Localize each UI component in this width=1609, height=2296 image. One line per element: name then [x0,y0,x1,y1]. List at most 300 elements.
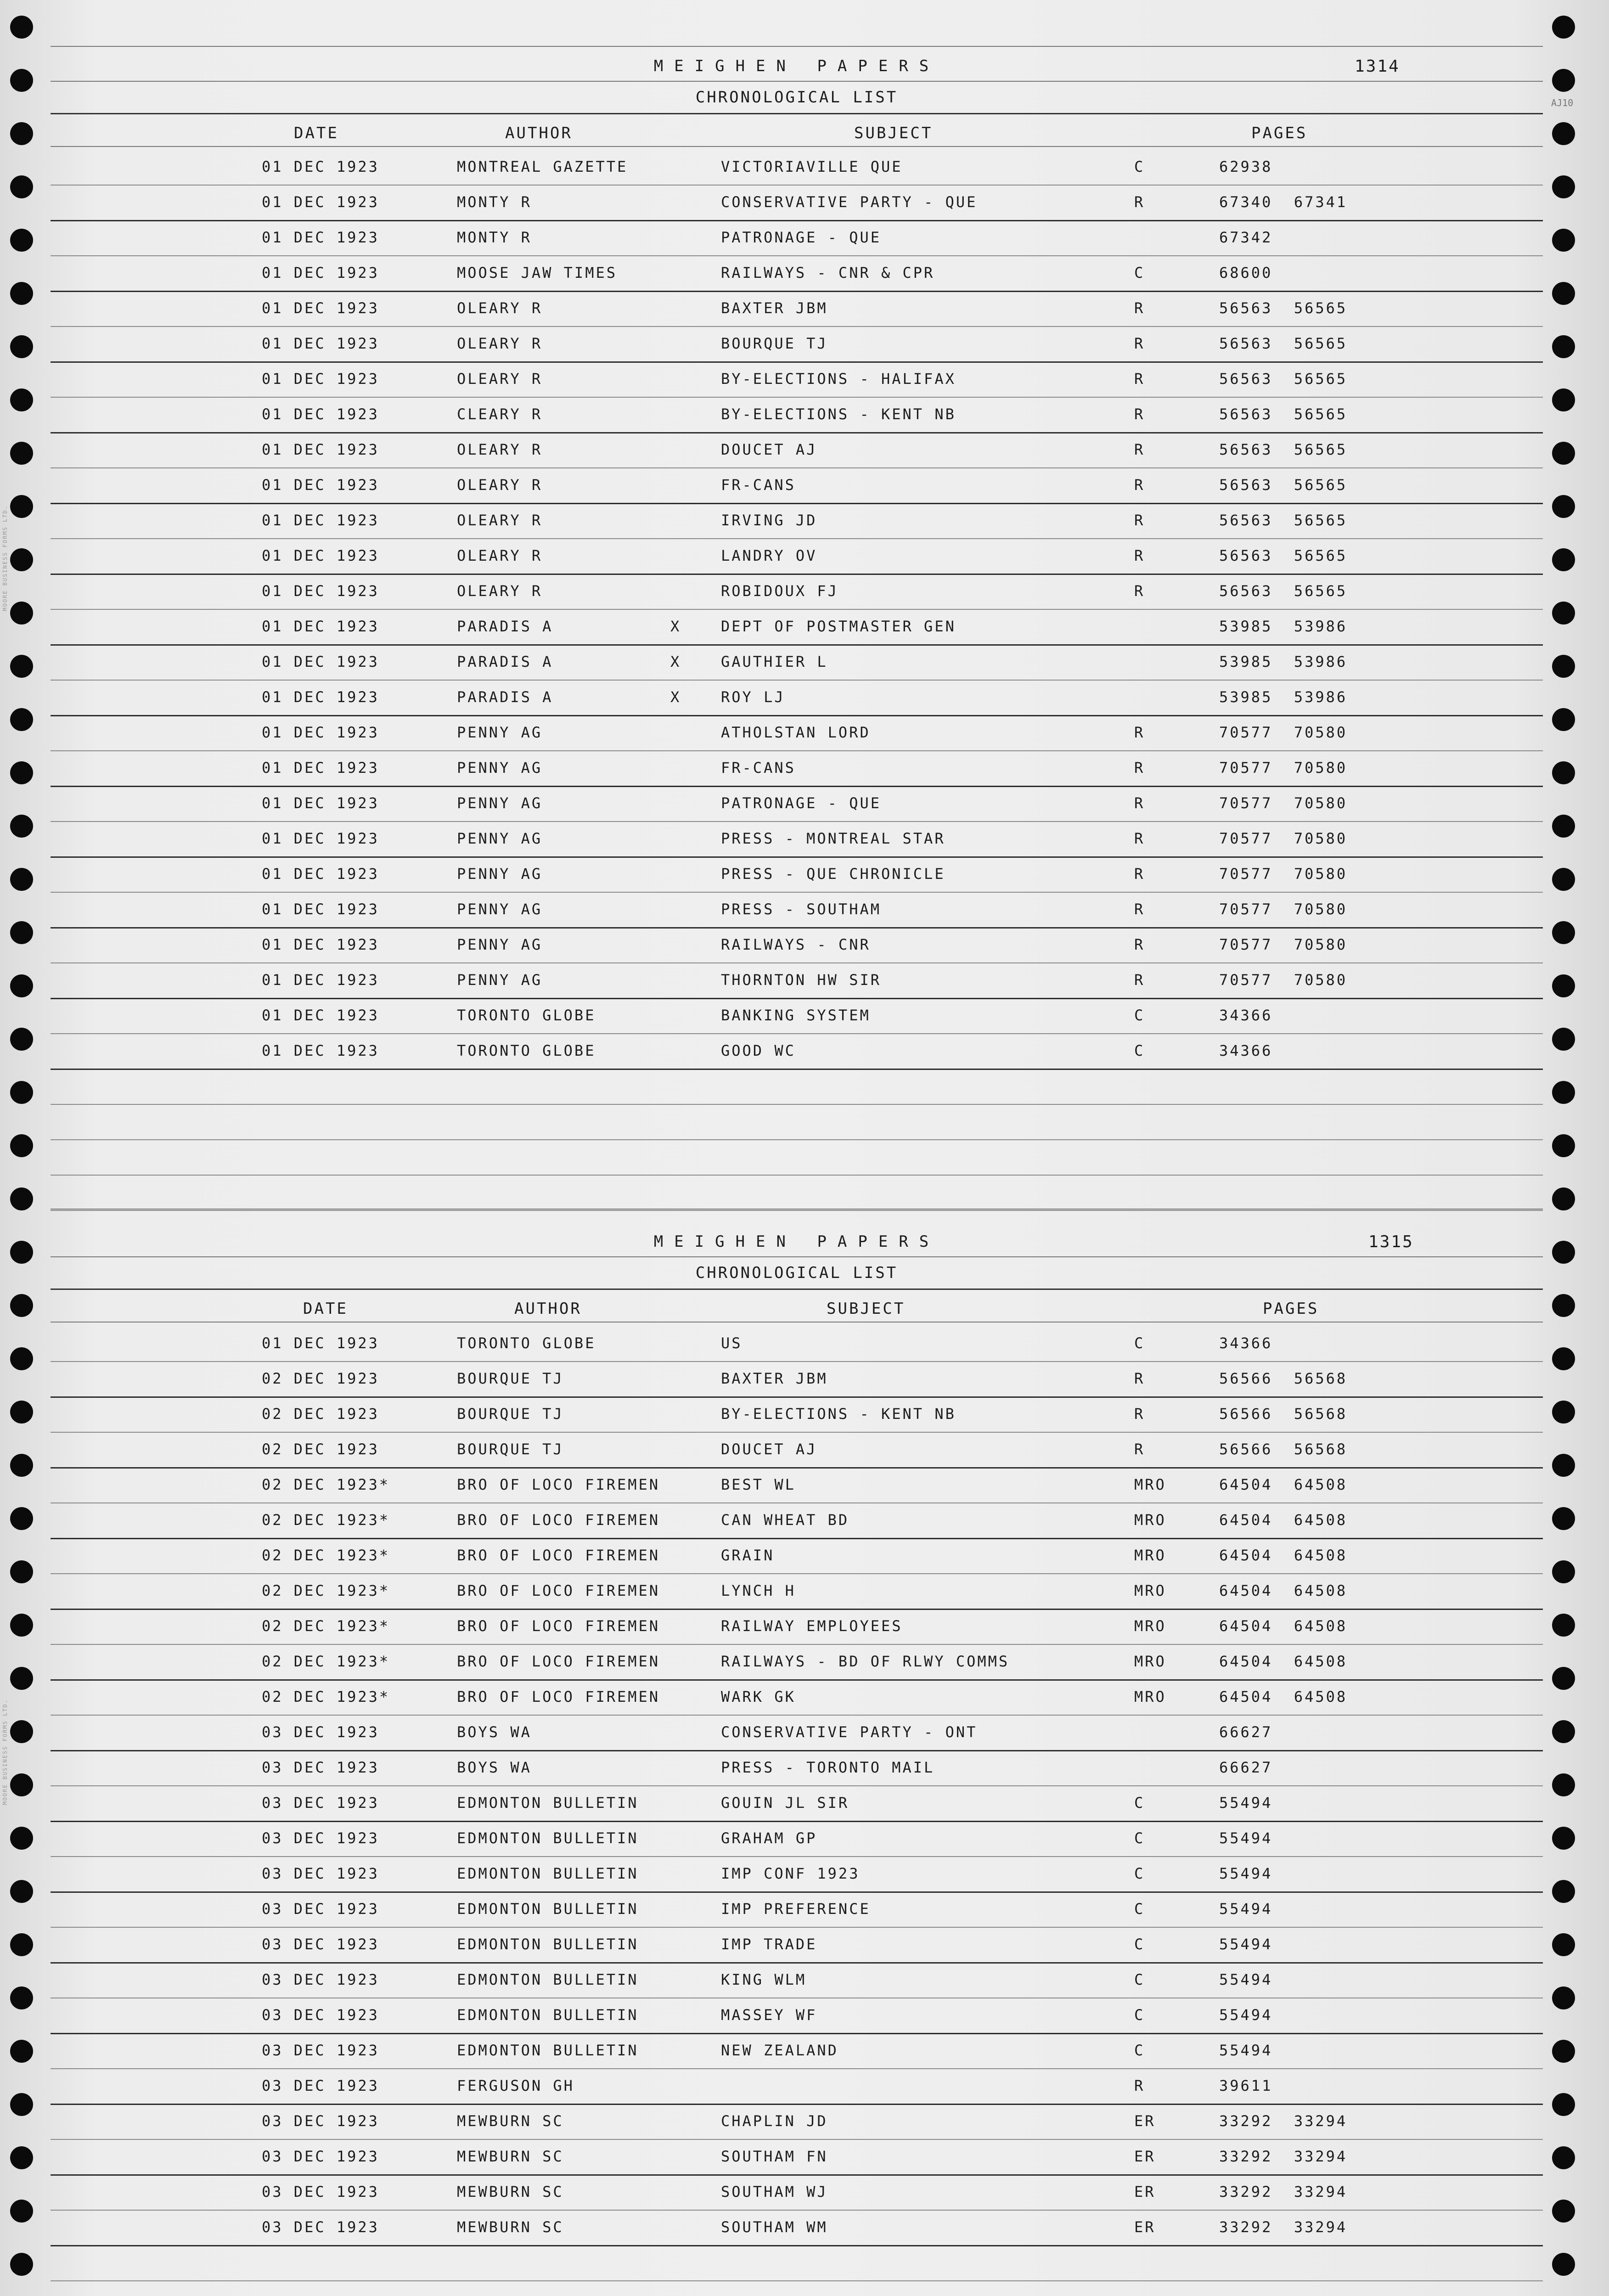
date-cell: 03 DEC 1923 [262,1723,379,1741]
feed-hole [1552,655,1575,678]
table-row [51,1929,1543,1964]
feed-hole [10,974,33,997]
subject-cell: GAUTHIER L [721,653,828,670]
feed-hole [10,1241,33,1264]
feed-hole [1552,1347,1575,1370]
author-cell: OLEARY R [457,547,543,564]
author-cell: PARADIS A [457,618,553,635]
subject-cell: ROY LJ [721,688,785,706]
code-cell: R [1134,512,1145,529]
table-row [51,434,1543,470]
pages-cell: 55494 [1219,1936,1273,1953]
subject-cell: RAILWAY EMPLOYEES [721,1617,903,1635]
date-cell: 03 DEC 1923 [262,1936,379,1953]
row-rule [51,2210,1543,2211]
date-cell: 03 DEC 1923 [262,2042,379,2059]
feed-hole [1552,1933,1575,1956]
date-cell: 02 DEC 1923* [262,1688,390,1705]
date-cell: 01 DEC 1923 [262,688,379,706]
date-cell: 03 DEC 1923 [262,2218,379,2236]
table-row [51,2141,1543,2177]
date-cell: 02 DEC 1923 [262,1441,379,1458]
date-cell: 01 DEC 1923 [262,370,379,388]
author-cell: EDMONTON BULLETIN [457,1971,639,1988]
feed-hole [10,1507,33,1530]
row-rule [51,2033,1543,2034]
feed-hole [10,815,33,838]
row-rule [51,1679,1543,1681]
feed-hole [10,1773,33,1796]
code-cell: MRO [1134,1653,1166,1670]
row-rule [51,255,1543,256]
row-rule [51,2139,1543,2140]
pages-cell: 70577 70580 [1219,971,1348,989]
code-cell: C [1134,2006,1145,2024]
row-rule [51,1432,1543,1433]
row-rule [51,680,1543,681]
blank-rule [51,1104,1543,1105]
date-cell: 03 DEC 1923 [262,1794,379,1812]
feed-hole [10,175,33,198]
author-cell: CLEARY R [457,405,543,423]
row-rule [51,538,1543,539]
feed-hole [10,282,33,305]
author-cell: PENNY AG [457,936,543,953]
row-rule [51,715,1543,716]
pages-cell: 64504 64508 [1219,1511,1348,1529]
feed-hole [1552,1560,1575,1583]
subject-cell: NEW ZEALAND [721,2042,838,2059]
feed-hole [10,335,33,358]
table-row [51,2035,1543,2071]
code-cell: R [1134,724,1145,741]
right-tractor-holes [1552,0,1580,2296]
code-cell: R [1134,370,1145,388]
code-cell: ER [1134,2183,1156,2200]
row-rule [51,962,1543,963]
date-cell: 03 DEC 1923 [262,2077,379,2094]
row-rule [51,2068,1543,2069]
subject-cell: RAILWAYS - CNR & CPR [721,264,935,281]
code-cell: C [1134,1971,1145,1988]
pages-cell: 55494 [1219,2006,1273,2024]
table-row [51,1576,1543,1611]
code-cell: MRO [1134,1547,1166,1564]
form-maker-side-text: MOORE BUSINESS FORMS LTD. [2,505,8,611]
date-cell: 01 DEC 1923 [262,653,379,670]
row-rule [51,326,1543,327]
date-cell: 03 DEC 1923 [262,1971,379,1988]
code-cell: C [1134,1794,1145,1812]
date-cell: 02 DEC 1923* [262,1653,390,1670]
subject-cell: RAILWAYS - BD OF RLWY COMMS [721,1653,1010,1670]
feed-hole [1552,868,1575,891]
code-cell: C [1134,1042,1145,1059]
row-rule [51,1573,1543,1574]
date-cell: 01 DEC 1923 [262,405,379,423]
table-row [51,328,1543,364]
table-row [51,2071,1543,2106]
feed-hole [1552,2093,1575,2116]
subject-cell: DEPT OF POSTMASTER GEN [721,618,956,635]
pages-cell: 67340 67341 [1219,193,1348,211]
author-cell: BRO OF LOCO FIREMEN [457,1511,660,1529]
row-rule [51,574,1543,575]
pages-cell: 64504 64508 [1219,1653,1348,1670]
code-cell: C [1134,1829,1145,1847]
author-cell: BRO OF LOCO FIREMEN [457,1582,660,1599]
table-row [51,717,1543,753]
pages-cell: 55494 [1219,1865,1273,1882]
pages-cell: 55494 [1219,1829,1273,1847]
pages-cell: 66627 [1219,1759,1273,1776]
author-cell: OLEARY R [457,476,543,494]
code-cell: ER [1134,2148,1156,2165]
author-cell: BOURQUE TJ [457,1370,564,1387]
table-row [51,2177,1543,2212]
subject-cell: PATRONAGE - QUE [721,229,881,246]
pages-cell: 62938 [1219,158,1273,175]
date-cell: 02 DEC 1923 [262,1405,379,1423]
feed-hole [1552,2040,1575,2063]
feed-hole [10,1986,33,2009]
date-cell: 03 DEC 1923 [262,2183,379,2200]
row-rule [51,821,1543,822]
pages-cell: 64504 64508 [1219,1617,1348,1635]
blank-rule [51,1139,1543,1140]
feed-hole [1552,69,1575,92]
row-rule [51,467,1543,468]
feed-hole [1552,1241,1575,1264]
row-rule [51,1467,1543,1469]
row-rule [51,2174,1543,2176]
feed-hole [10,1720,33,1743]
table-row [51,2106,1543,2141]
code-cell: R [1134,335,1145,352]
code-cell: R [1134,441,1145,458]
feed-hole [10,1134,33,1157]
table-row [51,258,1543,293]
author-cell: BRO OF LOCO FIREMEN [457,1688,660,1705]
code-cell: R [1134,193,1145,211]
row-rule [51,2104,1543,2105]
table-row [51,1035,1543,1071]
subject-cell: BY-ELECTIONS - HALIFAX [721,370,956,388]
subject-cell: THORNTON HW SIR [721,971,881,989]
pages-cell: 55494 [1219,1794,1273,1812]
title-rule [51,81,1543,82]
table-row [51,894,1543,929]
feed-hole [10,1028,33,1051]
row-rule [51,185,1543,186]
cross-ref-cell: X [670,618,681,635]
date-cell: 01 DEC 1923 [262,830,379,847]
row-rule [51,1644,1543,1645]
author-cell: BRO OF LOCO FIREMEN [457,1476,660,1493]
feed-hole [1552,1880,1575,1903]
feed-hole [10,761,33,784]
table-row [51,788,1543,823]
feed-hole [10,2200,33,2223]
table-row [51,1717,1543,1752]
feed-hole [1552,1773,1575,1796]
code-cell: C [1134,1900,1145,1918]
subject-cell: IMP CONF 1923 [721,1865,860,1882]
date-cell: 01 DEC 1923 [262,1334,379,1352]
row-rule [51,1821,1543,1822]
row-rule [51,892,1543,893]
feed-hole [1552,602,1575,625]
feed-hole [10,708,33,731]
date-cell: 03 DEC 1923 [262,1759,379,1776]
feed-hole [10,921,33,944]
code-cell: R [1134,547,1145,564]
row-rule [51,1396,1543,1398]
pages-cell: 70577 70580 [1219,794,1348,812]
pages-cell: 70577 70580 [1219,936,1348,953]
table-row [51,364,1543,399]
pages-cell: 67342 [1219,229,1273,246]
table-row [51,1399,1543,1434]
top-rule [51,1209,1543,1210]
author-cell: EDMONTON BULLETIN [457,1829,639,1847]
pages-cell: 34366 [1219,1042,1273,1059]
author-cell: PENNY AG [457,830,543,847]
code-cell: R [1134,1405,1145,1423]
pages-cell: 55494 [1219,1900,1273,1918]
row-rule [51,1962,1543,1964]
row-rule [51,397,1543,398]
feed-hole [1552,1614,1575,1637]
pages-cell: 56563 56565 [1219,335,1348,352]
feed-hole [10,69,33,92]
code-cell: MRO [1134,1476,1166,1493]
date-cell: 01 DEC 1923 [262,865,379,883]
feed-hole [1552,282,1575,305]
feed-hole [10,1827,33,1850]
code-cell: R [1134,405,1145,423]
feed-hole [10,2093,33,2116]
author-cell: OLEARY R [457,370,543,388]
subject-cell: GOOD WC [721,1042,796,1059]
code-cell: C [1134,1334,1145,1352]
date-cell: 01 DEC 1923 [262,441,379,458]
subject-cell: BOURQUE TJ [721,335,828,352]
row-rule [51,1609,1543,1610]
blank-rule [51,2280,1543,2281]
author-cell: BRO OF LOCO FIREMEN [457,1617,660,1635]
pages-cell: 70577 70580 [1219,759,1348,777]
date-cell: 01 DEC 1923 [262,582,379,600]
pages-cell: 64504 64508 [1219,1688,1348,1705]
subject-cell: RAILWAYS - CNR [721,936,871,953]
pages-cell: 68600 [1219,264,1273,281]
pages-cell: 56566 56568 [1219,1405,1348,1423]
row-rule [51,644,1543,646]
date-cell: 01 DEC 1923 [262,299,379,317]
pages-cell: 70577 70580 [1219,865,1348,883]
author-cell: TORONTO GLOBE [457,1042,596,1059]
corner-mark: AJ10 [1551,97,1574,108]
row-rule [51,361,1543,363]
pages-cell: 33292 33294 [1219,2112,1348,2130]
date-cell: 01 DEC 1923 [262,936,379,953]
left-tractor-holes [10,0,38,2296]
feed-hole [10,548,33,571]
table-row [51,1646,1543,1682]
feed-hole [1552,1081,1575,1104]
list-subtitle: CHRONOLOGICAL LIST [695,88,898,107]
date-cell: 03 DEC 1923 [262,1900,379,1918]
table-row [51,1752,1543,1788]
feed-hole [10,122,33,145]
cross-ref-cell: X [670,653,681,670]
feed-hole [1552,708,1575,731]
author-cell: PENNY AG [457,759,543,777]
code-cell: ER [1134,2218,1156,2236]
row-rule [51,856,1543,858]
subject-cell: CONSERVATIVE PARTY - ONT [721,1723,978,1741]
author-cell: EDMONTON BULLETIN [457,1865,639,1882]
author-cell: PENNY AG [457,865,543,883]
code-cell: MRO [1134,1582,1166,1599]
code-cell: C [1134,1936,1145,1953]
pages-cell: 53985 53986 [1219,688,1348,706]
feed-hole [1552,122,1575,145]
author-cell: PARADIS A [457,653,553,670]
author-cell: EDMONTON BULLETIN [457,2006,639,2024]
list-subtitle: CHRONOLOGICAL LIST [695,1264,898,1282]
column-header-date: DATE [294,124,339,142]
author-cell: BRO OF LOCO FIREMEN [457,1653,660,1670]
code-cell: R [1134,1370,1145,1387]
feed-hole [1552,388,1575,411]
date-cell: 03 DEC 1923 [262,2006,379,2024]
table-row [51,1505,1543,1540]
row-rule [51,1891,1543,1893]
author-cell: MOOSE JAW TIMES [457,264,617,281]
code-cell: R [1134,900,1145,918]
author-cell: FERGUSON GH [457,2077,574,2094]
pages-cell: 34366 [1219,1334,1273,1352]
blank-rule [51,1210,1543,1211]
code-cell: ER [1134,2112,1156,2130]
author-cell: PENNY AG [457,900,543,918]
date-cell: 01 DEC 1923 [262,794,379,812]
author-cell: PARADIS A [457,688,553,706]
date-cell: 02 DEC 1923* [262,1547,390,1564]
date-cell: 03 DEC 1923 [262,2112,379,2130]
row-rule [51,927,1543,929]
author-cell: EDMONTON BULLETIN [457,1900,639,1918]
table-row [51,1858,1543,1894]
code-cell: R [1134,1441,1145,1458]
pages-cell: 64504 64508 [1219,1582,1348,1599]
page-number: 1315 [1368,1232,1414,1251]
table-row [51,965,1543,1000]
pages-cell: 56563 56565 [1219,582,1348,600]
subject-cell: ROBIDOUX FJ [721,582,838,600]
subject-cell: DOUCET AJ [721,441,817,458]
subject-cell: BAXTER JBM [721,299,828,317]
row-rule [51,1538,1543,1539]
pages-cell: 56566 56568 [1219,1370,1348,1387]
date-cell: 01 DEC 1923 [262,229,379,246]
document-title: MEIGHEN PAPERS [653,57,940,75]
table-row [51,859,1543,894]
feed-hole [10,1614,33,1637]
table-row [51,1788,1543,1823]
code-cell: R [1134,759,1145,777]
table-row [51,1328,1543,1363]
pages-cell: 56563 56565 [1219,512,1348,529]
row-rule [51,1750,1543,1751]
date-cell: 01 DEC 1923 [262,759,379,777]
feed-hole [1552,2200,1575,2223]
date-cell: 01 DEC 1923 [262,1042,379,1059]
author-cell: PENNY AG [457,794,543,812]
table-row [51,1964,1543,2000]
feed-hole [10,495,33,518]
feed-hole [1552,335,1575,358]
row-rule [51,1927,1543,1928]
blank-rule [51,1175,1543,1176]
row-rule [51,998,1543,999]
table-row [51,187,1543,222]
feed-hole [10,1187,33,1210]
document-title: MEIGHEN PAPERS [653,1232,940,1251]
author-cell: OLEARY R [457,582,543,600]
code-cell: R [1134,936,1145,953]
subject-cell: VICTORIAVILLE QUE [721,158,903,175]
author-cell: OLEARY R [457,335,543,352]
feed-hole [10,1933,33,1956]
code-cell: R [1134,830,1145,847]
table-row [51,1540,1543,1576]
pages-cell: 33292 33294 [1219,2183,1348,2200]
date-cell: 01 DEC 1923 [262,512,379,529]
date-cell: 01 DEC 1923 [262,547,379,564]
table-row [51,823,1543,859]
author-cell: MEWBURN SC [457,2218,564,2236]
subject-cell: IMP PREFERENCE [721,1900,871,1918]
code-cell: C [1134,158,1145,175]
table-row [51,2212,1543,2247]
row-rule [51,1715,1543,1716]
column-header-date: DATE [303,1300,348,1318]
feed-hole [1552,1028,1575,1051]
pages-cell: 56563 56565 [1219,441,1348,458]
table-row [51,152,1543,187]
subject-cell: BY-ELECTIONS - KENT NB [721,405,956,423]
table-row [51,1682,1543,1717]
subject-cell: LYNCH H [721,1582,796,1599]
pages-cell: 70577 70580 [1219,724,1348,741]
feed-hole [1552,1507,1575,1530]
feed-hole [10,602,33,625]
row-rule [51,609,1543,610]
feed-hole [1552,2253,1575,2276]
feed-hole [1552,1401,1575,1424]
code-cell: R [1134,794,1145,812]
author-cell: MONTY R [457,229,532,246]
row-rule [51,432,1543,433]
subject-cell: PRESS - QUE CHRONICLE [721,865,945,883]
code-cell: C [1134,2042,1145,2059]
feed-hole [1552,1667,1575,1690]
feed-hole [10,388,33,411]
subject-cell: GOUIN JL SIR [721,1794,850,1812]
